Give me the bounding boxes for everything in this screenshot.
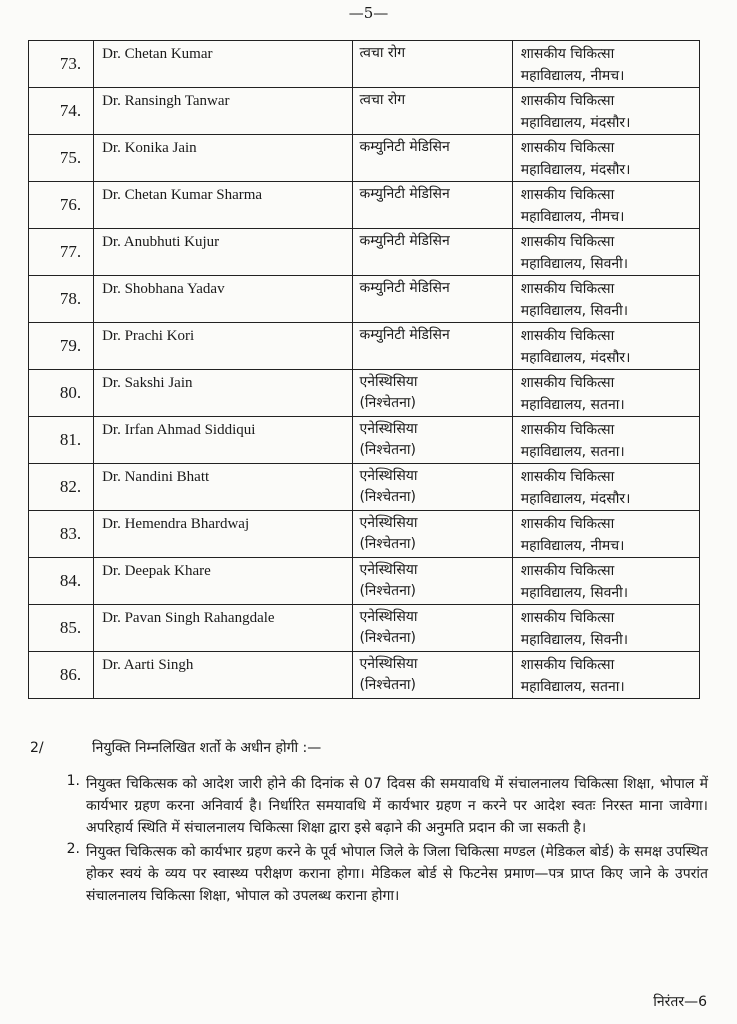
table-row bbox=[29, 558, 700, 605]
serial-number: 81. bbox=[59, 430, 82, 449]
doctor-name-cell bbox=[94, 229, 353, 276]
institution-cell bbox=[512, 464, 699, 511]
department: एनेस्थिसिया (निश्चेतना) bbox=[359, 468, 418, 505]
table-row bbox=[29, 276, 700, 323]
doctor-name: Dr. Shobhana Yadav bbox=[102, 281, 225, 297]
institution-cell bbox=[512, 41, 699, 88]
doctor-name: Dr. Prachi Kori bbox=[102, 328, 195, 344]
institution-cell bbox=[512, 323, 699, 370]
serial-number: 73. bbox=[59, 54, 82, 73]
department: त्वचा रोग bbox=[359, 92, 406, 108]
serial-number-cell bbox=[29, 182, 94, 229]
department-cell bbox=[353, 88, 512, 135]
serial-number: 85. bbox=[59, 618, 82, 637]
department-cell bbox=[353, 370, 512, 417]
department-cell bbox=[353, 464, 512, 511]
doctor-name: Dr. Konika Jain bbox=[102, 140, 197, 156]
conditions-section bbox=[28, 738, 708, 909]
page-number: —5— bbox=[348, 4, 389, 22]
serial-number: 77. bbox=[59, 242, 82, 261]
doctor-name-cell bbox=[94, 323, 353, 370]
serial-number: 78. bbox=[59, 289, 82, 308]
department-cell bbox=[353, 276, 512, 323]
institution: शासकीय चिकित्सा महाविद्यालय, सतना। bbox=[520, 657, 625, 695]
institution: शासकीय चिकित्सा महाविद्यालय, सतना। bbox=[520, 375, 625, 413]
doctor-name: Dr. Irfan Ahmad Siddiqui bbox=[102, 422, 256, 438]
section-header bbox=[28, 738, 708, 757]
department-cell bbox=[353, 417, 512, 464]
department: एनेस्थिसिया (निश्चेतना) bbox=[359, 421, 418, 458]
condition-index: 2. bbox=[66, 841, 80, 857]
institution-cell bbox=[512, 88, 699, 135]
institution-cell bbox=[512, 229, 699, 276]
institution: शासकीय चिकित्सा महाविद्यालय, मंदसौर। bbox=[520, 93, 631, 131]
institution: शासकीय चिकित्सा महाविद्यालय, नीमच। bbox=[520, 187, 625, 225]
doctor-name: Dr. Nandini Bhatt bbox=[102, 469, 210, 485]
institution-cell bbox=[512, 370, 699, 417]
serial-number: 75. bbox=[59, 148, 82, 167]
doctor-name-cell bbox=[94, 605, 353, 652]
serial-number-cell bbox=[29, 558, 94, 605]
list-item bbox=[28, 773, 708, 839]
list-item bbox=[28, 841, 708, 907]
doctor-roster-table bbox=[28, 40, 700, 699]
serial-number-cell bbox=[29, 41, 94, 88]
serial-number-cell bbox=[29, 417, 94, 464]
doctor-name: Dr. Pavan Singh Rahangdale bbox=[102, 610, 275, 626]
serial-number: 84. bbox=[59, 571, 82, 590]
serial-number-cell bbox=[29, 511, 94, 558]
table-row bbox=[29, 370, 700, 417]
doctor-name-cell bbox=[94, 41, 353, 88]
institution: शासकीय चिकित्सा महाविद्यालय, सिवनी। bbox=[520, 234, 629, 272]
doctor-name-cell bbox=[94, 182, 353, 229]
serial-number: 76. bbox=[59, 195, 82, 214]
serial-number: 83. bbox=[59, 524, 82, 543]
department: कम्युनिटी मेडिसिन bbox=[359, 280, 450, 296]
table-row bbox=[29, 464, 700, 511]
institution-cell bbox=[512, 417, 699, 464]
institution-cell bbox=[512, 652, 699, 699]
doctor-name: Dr. Chetan Kumar bbox=[102, 46, 213, 62]
doctor-name: Dr. Hemendra Bhardwaj bbox=[102, 516, 250, 532]
institution: शासकीय चिकित्सा महाविद्यालय, सिवनी। bbox=[520, 281, 629, 319]
conditions-list bbox=[28, 773, 708, 907]
department-cell bbox=[353, 229, 512, 276]
department-cell bbox=[353, 652, 512, 699]
department: कम्युनिटी मेडिसिन bbox=[359, 327, 450, 343]
condition-text: नियुक्त चिकित्सक को आदेश जारी होने की दिनांक से 07 दिवस की समयावधि में संचालनालय चिकित्सा शिक्षा, भोपाल में कार्यभार ग्रहण करना अनिवार्य है। निर्धारित समयावधि में कार्यभार ग्रहण न करने पर आदेश स्वतः निरस्त माना जावेगा। अपरिहार्य स्थिति में संचालनालय चिकित्सा शिक्षा द्वारा इसे बढ़ाने की अनुमति प्रदान की जा सकती है। bbox=[86, 776, 708, 836]
table-row bbox=[29, 417, 700, 464]
institution-cell bbox=[512, 135, 699, 182]
department: एनेस्थिसिया (निश्चेतना) bbox=[359, 562, 418, 599]
institution-cell bbox=[512, 605, 699, 652]
institution-cell bbox=[512, 558, 699, 605]
doctor-name-cell bbox=[94, 417, 353, 464]
serial-number-cell bbox=[29, 135, 94, 182]
institution-cell bbox=[512, 511, 699, 558]
doctor-name-cell bbox=[94, 464, 353, 511]
institution: शासकीय चिकित्सा महाविद्यालय, नीमच। bbox=[520, 516, 625, 554]
table-row bbox=[29, 323, 700, 370]
department-cell bbox=[353, 605, 512, 652]
table-row bbox=[29, 41, 700, 88]
institution: शासकीय चिकित्सा महाविद्यालय, सिवनी। bbox=[520, 610, 629, 648]
department: कम्युनिटी मेडिसिन bbox=[359, 186, 450, 202]
doctor-name: Dr. Chetan Kumar Sharma bbox=[102, 187, 263, 203]
condition-index: 1. bbox=[66, 773, 80, 789]
institution: शासकीय चिकित्सा महाविद्यालय, मंदसौर। bbox=[520, 328, 631, 366]
doctor-name-cell bbox=[94, 370, 353, 417]
doctor-name: Dr. Ransingh Tanwar bbox=[102, 93, 230, 109]
institution-cell bbox=[512, 276, 699, 323]
department: कम्युनिटी मेडिसिन bbox=[359, 233, 450, 249]
department-cell bbox=[353, 182, 512, 229]
department: एनेस्थिसिया (निश्चेतना) bbox=[359, 656, 418, 693]
doctor-name-cell bbox=[94, 135, 353, 182]
department: त्वचा रोग bbox=[359, 45, 406, 61]
serial-number-cell bbox=[29, 229, 94, 276]
serial-number: 79. bbox=[59, 336, 82, 355]
doctor-name: Dr. Aarti Singh bbox=[102, 657, 194, 673]
table-row bbox=[29, 182, 700, 229]
table-row bbox=[29, 88, 700, 135]
table-row bbox=[29, 605, 700, 652]
department: एनेस्थिसिया (निश्चेतना) bbox=[359, 609, 418, 646]
serial-number: 74. bbox=[59, 101, 82, 120]
serial-number-cell bbox=[29, 276, 94, 323]
institution: शासकीय चिकित्सा महाविद्यालय, नीमच। bbox=[520, 46, 625, 84]
department-cell bbox=[353, 511, 512, 558]
department-cell bbox=[353, 135, 512, 182]
doctor-name-cell bbox=[94, 276, 353, 323]
department-cell bbox=[353, 323, 512, 370]
institution: शासकीय चिकित्सा महाविद्यालय, मंदसौर। bbox=[520, 469, 631, 507]
serial-number-cell bbox=[29, 88, 94, 135]
institution: शासकीय चिकित्सा महाविद्यालय, मंदसौर। bbox=[520, 140, 631, 178]
serial-number-cell bbox=[29, 323, 94, 370]
doctor-name-cell bbox=[94, 558, 353, 605]
serial-number: 82. bbox=[59, 477, 82, 496]
serial-number: 86. bbox=[59, 665, 82, 684]
department-cell bbox=[353, 558, 512, 605]
table-row bbox=[29, 229, 700, 276]
department: एनेस्थिसिया (निश्चेतना) bbox=[359, 374, 418, 411]
continued-note: निरंतर—6 bbox=[653, 994, 707, 1010]
department: एनेस्थिसिया (निश्चेतना) bbox=[359, 515, 418, 552]
department-cell bbox=[353, 41, 512, 88]
doctor-name-cell bbox=[94, 88, 353, 135]
table-row bbox=[29, 511, 700, 558]
doctor-name: Dr. Sakshi Jain bbox=[102, 375, 193, 391]
table-row bbox=[29, 652, 700, 699]
table-row bbox=[29, 135, 700, 182]
institution-cell bbox=[512, 182, 699, 229]
roster-body bbox=[29, 41, 700, 699]
institution: शासकीय चिकित्सा महाविद्यालय, सिवनी। bbox=[520, 563, 629, 601]
doctor-name: Dr. Anubhuti Kujur bbox=[102, 234, 220, 250]
doctor-name-cell bbox=[94, 511, 353, 558]
serial-number-cell bbox=[29, 464, 94, 511]
serial-number: 80. bbox=[59, 383, 82, 402]
section-number: 2/ bbox=[30, 740, 44, 756]
section-heading: नियुक्ति निम्नलिखित शर्तो के अधीन होगी :— bbox=[92, 740, 322, 756]
doctor-name-cell bbox=[94, 652, 353, 699]
doctor-name: Dr. Deepak Khare bbox=[102, 563, 211, 579]
department: कम्युनिटी मेडिसिन bbox=[359, 139, 450, 155]
serial-number-cell bbox=[29, 370, 94, 417]
institution: शासकीय चिकित्सा महाविद्यालय, सतना। bbox=[520, 422, 625, 460]
serial-number-cell bbox=[29, 652, 94, 699]
serial-number-cell bbox=[29, 605, 94, 652]
condition-text: नियुक्त चिकित्सक को कार्यभार ग्रहण करने के पूर्व भोपाल जिले के जिला चिकित्सा मण्डल (मेडिकल बोर्ड) के समक्ष उपस्थित होकर स्वयं के व्यय पर स्वास्थ्य परीक्षण कराना होगा। मेडिकल बोर्ड से फिटनेस प्रमाण—पत्र प्राप्त किए जाने के उपरांत संचालनालय चिकित्सा शिक्षा, भोपाल को उपलब्ध कराना होगा। bbox=[86, 844, 708, 904]
